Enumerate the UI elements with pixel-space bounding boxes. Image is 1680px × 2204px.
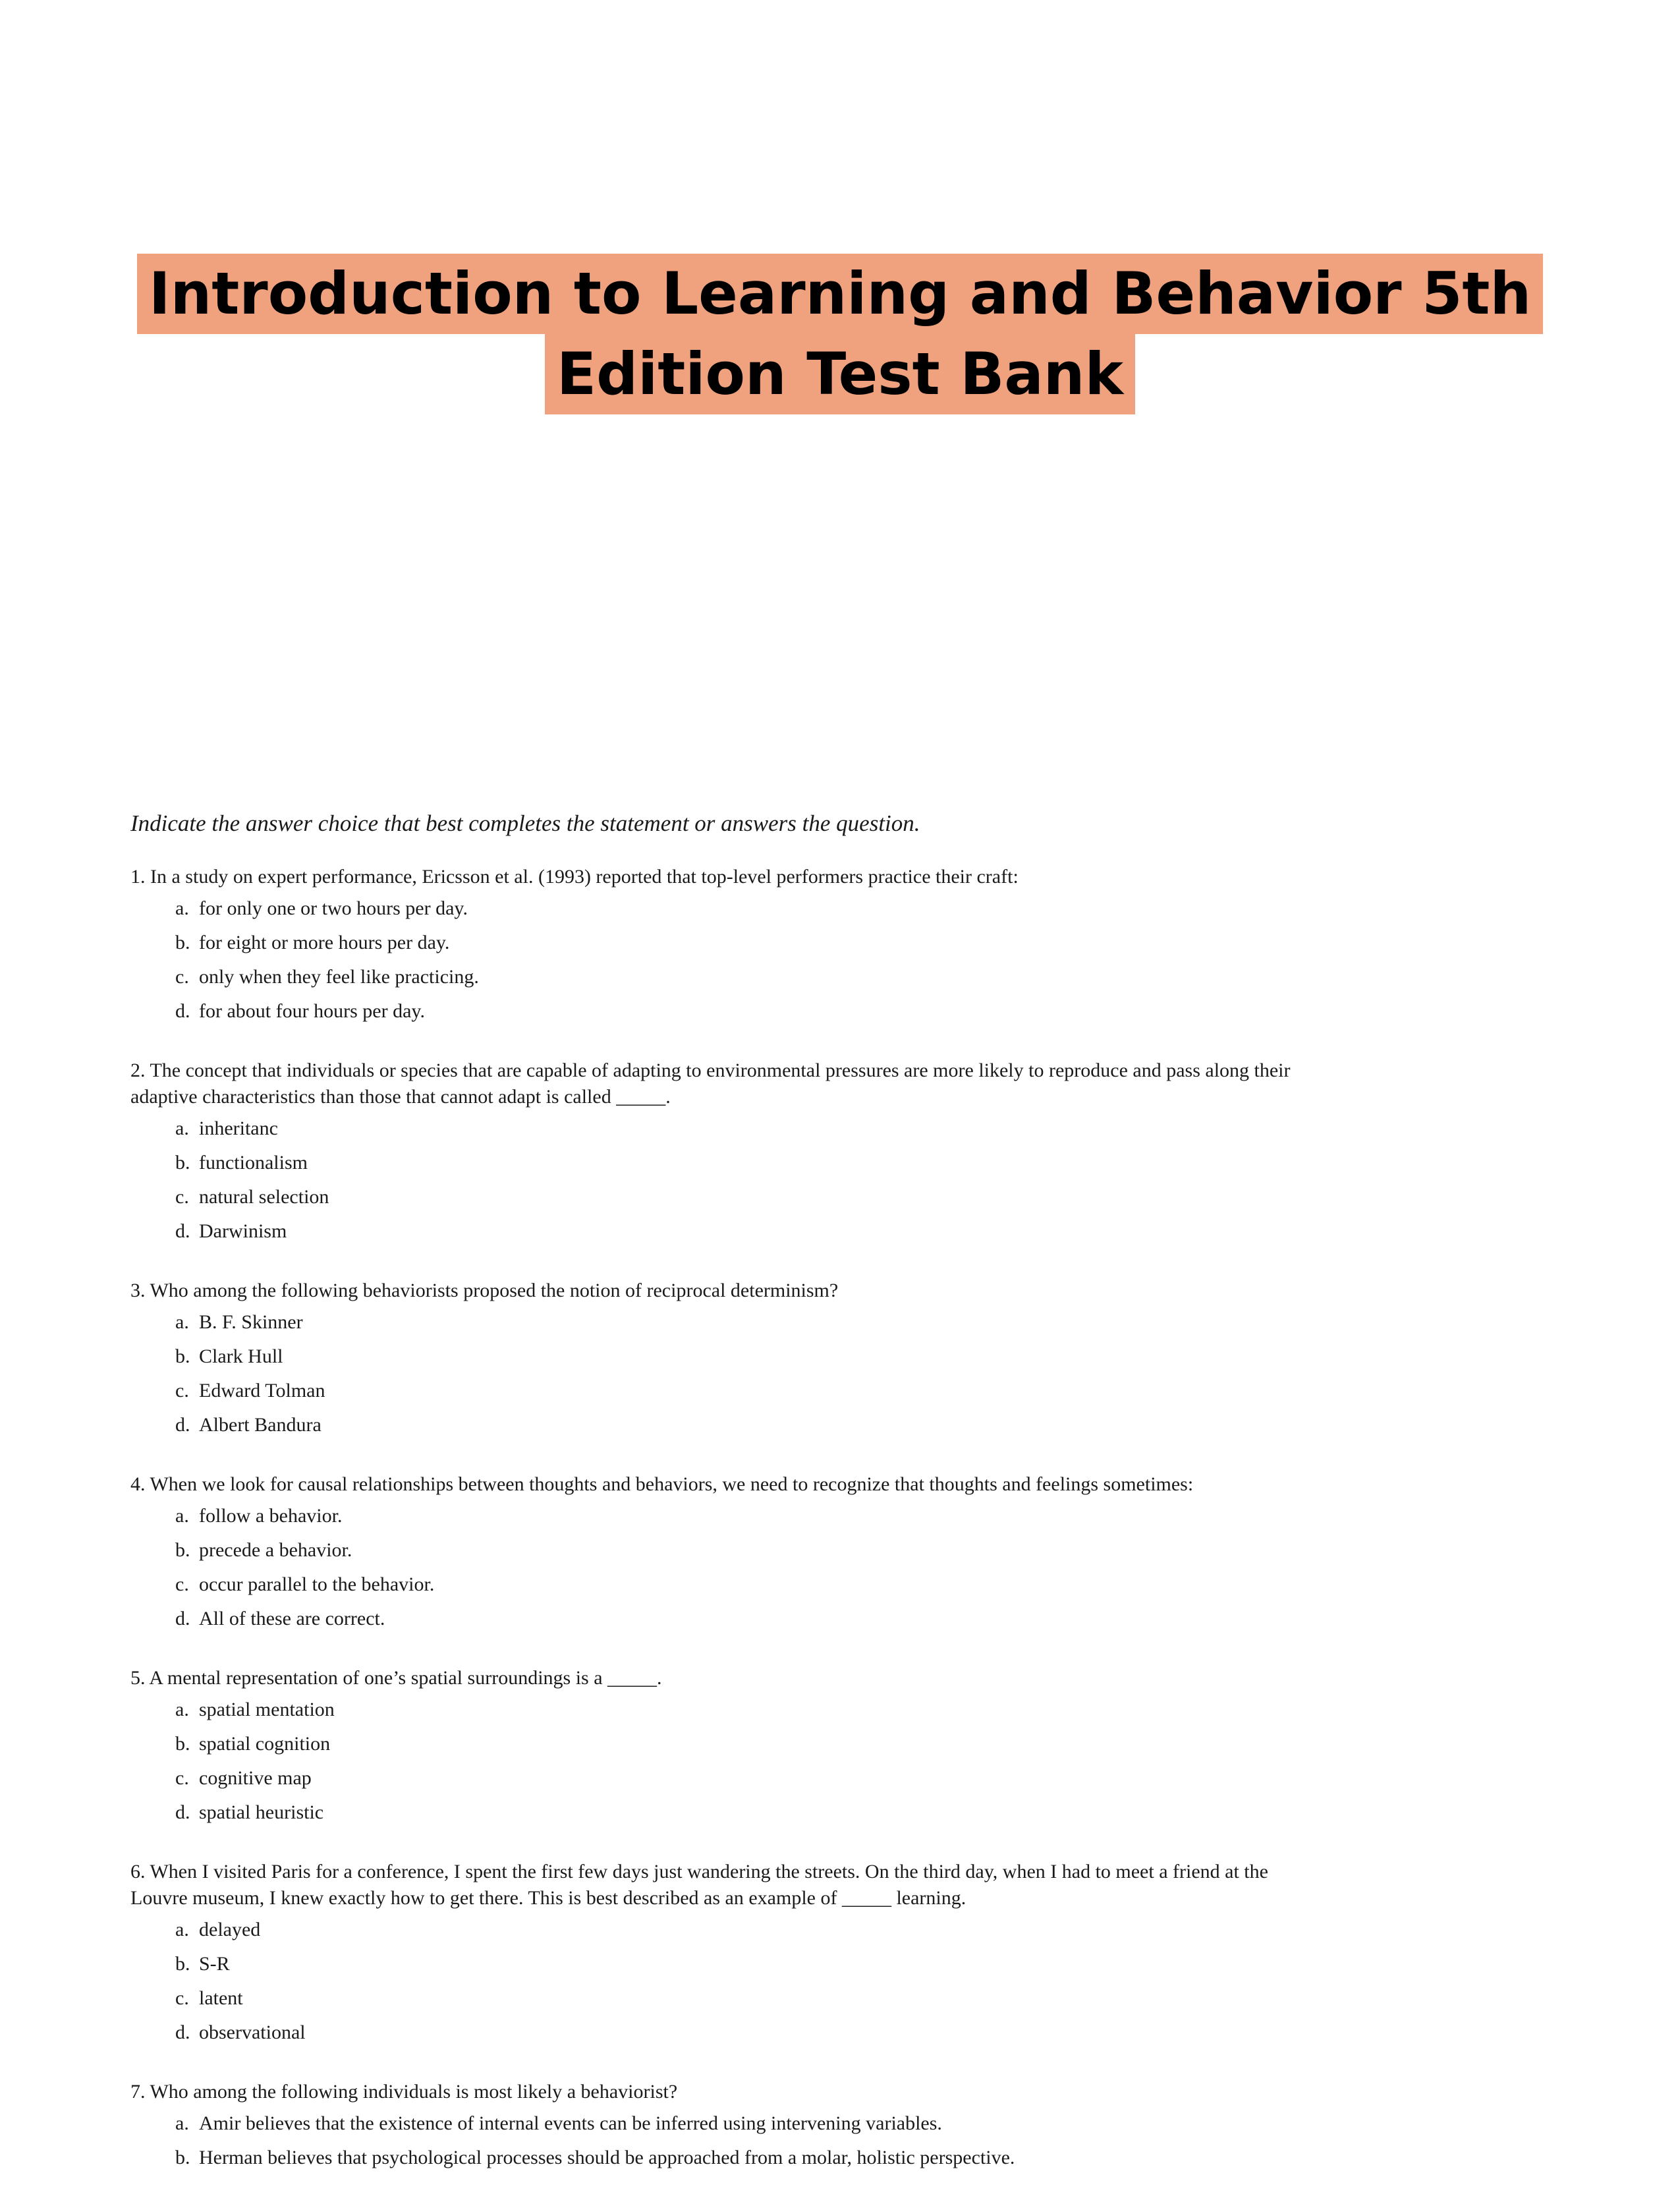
option-text: inheritanc xyxy=(199,1117,278,1139)
option-text: functionalism xyxy=(199,1152,308,1173)
question-4 xyxy=(130,1471,1580,1636)
answer-options xyxy=(130,1913,1580,2050)
option-text: Edward Tolman xyxy=(199,1380,325,1401)
option-text: precede a behavior. xyxy=(199,1539,352,1561)
option-c xyxy=(175,1761,1580,1795)
option-letter: b. xyxy=(175,1539,190,1561)
option-text: spatial mentation xyxy=(199,1699,335,1720)
instructions: Indicate the answer choice that best completes the statement or answers the question. xyxy=(130,810,920,836)
option-letter: a. xyxy=(175,897,189,919)
option-text: follow a behavior. xyxy=(199,1505,343,1527)
option-b xyxy=(175,926,1580,960)
option-text: spatial cognition xyxy=(199,1733,331,1755)
option-b xyxy=(175,1947,1580,1981)
option-letter: a. xyxy=(175,1919,189,1940)
option-text: Amir believes that the existence of internal events can be inferred using intervening variables. xyxy=(199,2112,942,2134)
option-text: latent xyxy=(199,1987,243,2009)
option-letter: c. xyxy=(175,1767,189,1789)
option-a xyxy=(175,2106,1580,2141)
question-5 xyxy=(130,1665,1580,1830)
question-stem: 6. When I visited Paris for a conference, I spent the first few days just wandering the streets. On the third day, when I had to meet a friend at the Louvre museum, I knew exactly how to get there. This is best described as an example of _____ learning. xyxy=(130,1861,1268,1909)
option-text: for eight or more hours per day. xyxy=(199,932,450,953)
quiz-section xyxy=(130,807,1580,2204)
document-title xyxy=(0,254,1680,414)
question-6 xyxy=(130,1859,1580,2050)
title-line-1: Introduction to Learning and Behavior 5th xyxy=(137,254,1543,334)
option-d xyxy=(175,1602,1580,1636)
option-b xyxy=(175,1533,1580,1568)
option-c xyxy=(175,1568,1580,1602)
option-letter: a. xyxy=(175,1699,189,1720)
answer-options xyxy=(130,891,1580,1029)
option-letter: a. xyxy=(175,1505,189,1527)
option-letter: d. xyxy=(175,1000,190,1022)
option-letter: b. xyxy=(175,1345,190,1367)
option-text: spatial heuristic xyxy=(199,1801,324,1823)
option-letter: d. xyxy=(175,2021,190,2043)
option-text: Darwinism xyxy=(199,1220,287,1242)
option-letter: c. xyxy=(175,1987,189,2009)
option-letter: a. xyxy=(175,1117,189,1139)
option-d xyxy=(175,2016,1580,2050)
option-letter: b. xyxy=(175,932,190,953)
option-a xyxy=(175,1913,1580,1947)
option-a xyxy=(175,1112,1580,1146)
question-3 xyxy=(130,1278,1580,1442)
question-2 xyxy=(130,1058,1580,1249)
option-d xyxy=(175,1408,1580,1442)
option-letter: d. xyxy=(175,1220,190,1242)
question-1 xyxy=(130,864,1580,1029)
option-text: All of these are correct. xyxy=(199,1608,385,1629)
title-line-2: Edition Test Bank xyxy=(545,334,1135,414)
option-c xyxy=(175,1374,1580,1408)
option-c xyxy=(175,1180,1580,1214)
answer-options xyxy=(130,1693,1580,1830)
answer-options xyxy=(130,1499,1580,1636)
option-b xyxy=(175,1146,1580,1180)
option-a xyxy=(175,1305,1580,1340)
option-text: natural selection xyxy=(199,1186,329,1208)
option-text: S-R xyxy=(199,1953,230,1975)
option-text: occur parallel to the behavior. xyxy=(199,1573,435,1595)
option-letter: d. xyxy=(175,1608,190,1629)
option-text: Clark Hull xyxy=(199,1345,283,1367)
question-stem: 5. A mental representation of one’s spatial surroundings is a _____. xyxy=(130,1667,662,1689)
option-letter: b. xyxy=(175,1733,190,1755)
option-d xyxy=(175,1214,1580,1249)
question-stem: 1. In a study on expert performance, Ericsson et al. (1993) reported that top-level performers practice their craft: xyxy=(130,866,1019,888)
option-text: delayed xyxy=(199,1919,261,1940)
option-text: only when they feel like practicing. xyxy=(199,966,479,988)
option-c xyxy=(175,960,1580,994)
question-stem: 2. The concept that individuals or species that are capable of adapting to environmental pressures are more likely to reproduce and pass along their adaptive characteristics than those that cannot adapt is called _____. xyxy=(130,1060,1291,1108)
option-letter: c. xyxy=(175,1380,189,1401)
answer-options xyxy=(130,1112,1580,1249)
option-text: cognitive map xyxy=(199,1767,312,1789)
option-letter: b. xyxy=(175,1953,190,1975)
answer-options xyxy=(130,2106,1580,2175)
option-letter: a. xyxy=(175,2112,189,2134)
option-text: B. F. Skinner xyxy=(199,1311,303,1333)
option-a xyxy=(175,1693,1580,1727)
option-c xyxy=(175,1981,1580,2016)
option-text: Albert Bandura xyxy=(199,1414,322,1436)
question-7 xyxy=(130,2079,1580,2175)
option-text: Herman believes that psychological processes should be approached from a molar, holistic perspective. xyxy=(199,2147,1015,2168)
option-letter: a. xyxy=(175,1311,189,1333)
option-letter: b. xyxy=(175,1152,190,1173)
option-letter: d. xyxy=(175,1801,190,1823)
option-text: for only one or two hours per day. xyxy=(199,897,468,919)
option-b xyxy=(175,1340,1580,1374)
option-a xyxy=(175,1499,1580,1533)
option-text: for about four hours per day. xyxy=(199,1000,425,1022)
option-letter: d. xyxy=(175,1414,190,1436)
option-letter: c. xyxy=(175,1573,189,1595)
question-stem: 4. When we look for causal relationships between thoughts and behaviors, we need to recognize that thoughts and feelings sometimes: xyxy=(130,1473,1194,1495)
option-letter: c. xyxy=(175,1186,189,1208)
question-stem: 7. Who among the following individuals is most likely a behaviorist? xyxy=(130,2081,678,2103)
option-b xyxy=(175,2141,1580,2175)
option-a xyxy=(175,891,1580,926)
option-d xyxy=(175,1795,1580,1830)
answer-options xyxy=(130,1305,1580,1442)
question-stem: 3. Who among the following behaviorists proposed the notion of reciprocal determinism? xyxy=(130,1280,839,1301)
option-letter: b. xyxy=(175,2147,190,2168)
option-text: observational xyxy=(199,2021,306,2043)
option-letter: c. xyxy=(175,966,189,988)
option-b xyxy=(175,1727,1580,1761)
option-d xyxy=(175,994,1580,1029)
